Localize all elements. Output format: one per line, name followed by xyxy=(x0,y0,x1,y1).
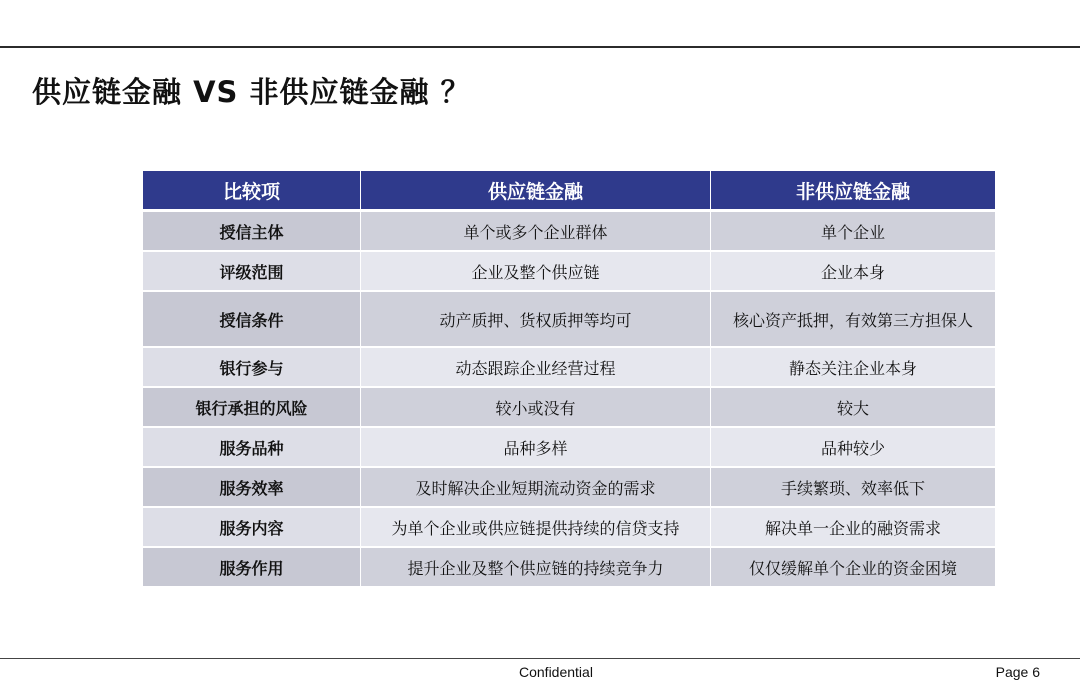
table-row xyxy=(143,467,996,507)
non-supply-chain-cell: 解决单一企业的融资需求 xyxy=(711,507,996,547)
non-supply-chain-cell: 较大 xyxy=(711,387,996,427)
table-row xyxy=(143,211,996,252)
row-label: 银行参与 xyxy=(143,347,361,387)
row-label: 服务品种 xyxy=(143,427,361,467)
table-row xyxy=(143,291,996,347)
page-number: Page 6 xyxy=(995,664,1040,680)
confidential-label: Confidential xyxy=(519,664,593,680)
non-supply-chain-cell: 静态关注企业本身 xyxy=(711,347,996,387)
non-supply-chain-cell: 核心资产抵押，有效第三方担保人 xyxy=(711,291,996,347)
top-divider xyxy=(0,46,1080,48)
row-label: 服务内容 xyxy=(143,507,361,547)
non-supply-chain-cell: 单个企业 xyxy=(711,211,996,252)
non-supply-chain-cell: 手续繁琐、效率低下 xyxy=(711,467,996,507)
row-label: 服务作用 xyxy=(143,547,361,587)
non-supply-chain-cell: 仅仅缓解单个企业的资金困境 xyxy=(711,547,996,587)
row-label: 服务效率 xyxy=(143,467,361,507)
header-supply-chain-finance: 供应链金融 xyxy=(361,171,711,211)
slide-title: 供应链金融 VS 非供应链金融 ？ xyxy=(32,75,471,109)
non-supply-chain-cell: 品种较少 xyxy=(711,427,996,467)
row-label: 授信主体 xyxy=(143,211,361,252)
header-non-supply-chain-finance: 非供应链金融 xyxy=(711,171,996,211)
table-row xyxy=(143,547,996,587)
row-label: 授信条件 xyxy=(143,291,361,347)
supply-chain-cell: 企业及整个供应链 xyxy=(361,251,711,291)
table-row xyxy=(143,507,996,547)
supply-chain-cell: 单个或多个企业群体 xyxy=(361,211,711,252)
table-row xyxy=(143,427,996,467)
non-supply-chain-cell: 企业本身 xyxy=(711,251,996,291)
comparison-table xyxy=(142,171,996,588)
supply-chain-cell: 为单个企业或供应链提供持续的信贷支持 xyxy=(361,507,711,547)
supply-chain-cell: 品种多样 xyxy=(361,427,711,467)
table-row xyxy=(143,347,996,387)
row-label: 评级范围 xyxy=(143,251,361,291)
header-compare-item: 比较项 xyxy=(143,171,361,211)
supply-chain-cell: 及时解决企业短期流动资金的需求 xyxy=(361,467,711,507)
table-row xyxy=(143,387,996,427)
supply-chain-cell: 提升企业及整个供应链的持续竞争力 xyxy=(361,547,711,587)
table-row xyxy=(143,251,996,291)
footer-divider xyxy=(0,658,1080,659)
supply-chain-cell: 较小或没有 xyxy=(361,387,711,427)
supply-chain-cell: 动产质押、货权质押等均可 xyxy=(361,291,711,347)
table-header-row xyxy=(143,171,996,211)
row-label: 银行承担的风险 xyxy=(143,387,361,427)
supply-chain-cell: 动态跟踪企业经营过程 xyxy=(361,347,711,387)
